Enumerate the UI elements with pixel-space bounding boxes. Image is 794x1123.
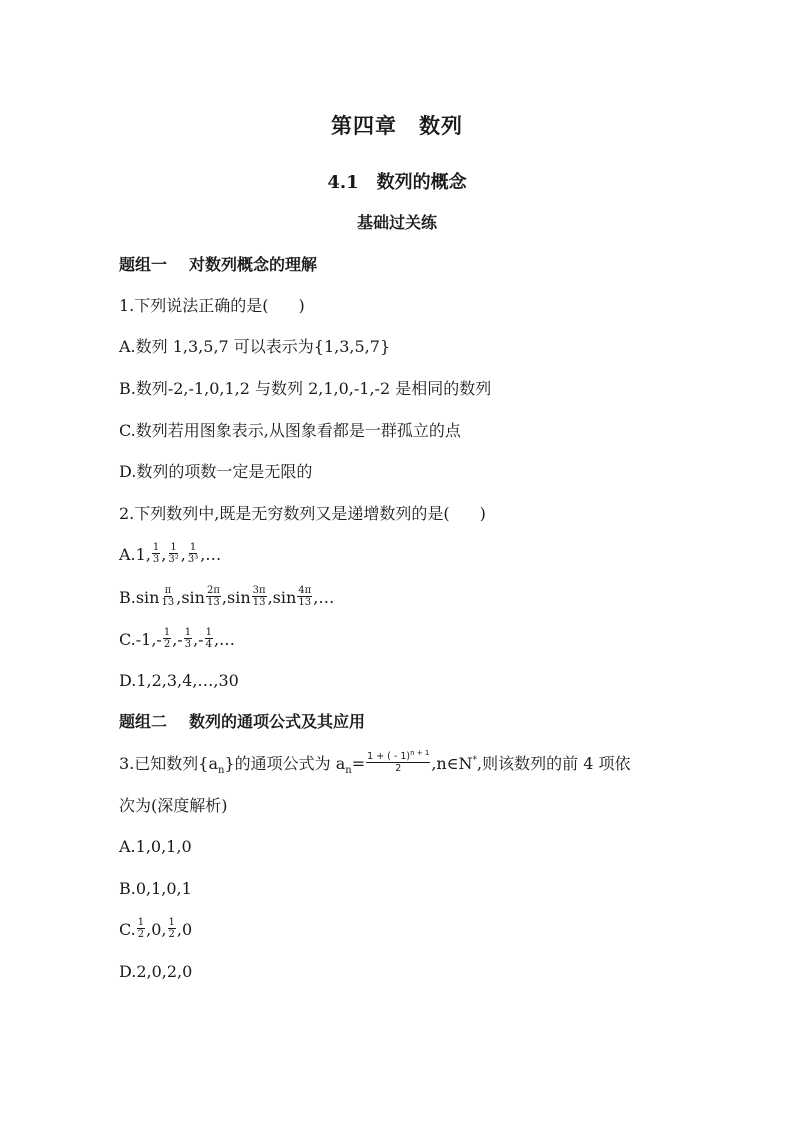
- q3-option-a: A.1,0,1,0: [119, 837, 192, 856]
- fraction: $\frac{1}{2}$: [163, 627, 171, 650]
- fraction: $\frac{1}{4}$: [205, 627, 212, 650]
- general-term-fraction: $\frac{1 + ( - 1)^{n + 1}}{2}$: [367, 748, 430, 774]
- q2-stem: 2.下列数列中,既是无穷数列又是递增数列的是( ): [119, 504, 486, 523]
- q2-option-c: C.-1,- $\frac{1}{2}$ ,- $\frac{1}{3}$ ,- $\frac{1}{4}$ ,…: [119, 627, 236, 650]
- q1-stem: 1.下列说法正确的是( ): [119, 296, 305, 315]
- fraction: $\frac{1}{\text{3³}}$: [187, 542, 199, 565]
- group1-label: 题组一: [119, 255, 168, 274]
- exercise-subtitle: 基础过关练: [356, 213, 437, 232]
- fraction: $\frac{4\pi}{13}$: [298, 585, 312, 608]
- fraction: $\frac{1}{2}$: [137, 917, 145, 940]
- group1-title: 对数列概念的理解: [189, 255, 318, 274]
- q1-option-c: C.数列若用图象表示,从图象看都是一群孤立的点: [119, 421, 461, 440]
- fraction: $\frac{3\pi}{13}$: [252, 585, 266, 608]
- q3-stem-line2: 次为(深度解析): [119, 796, 228, 815]
- chapter-title: 第四章 数列: [331, 113, 463, 138]
- group2-label: 题组二: [119, 712, 168, 731]
- q2-option-a: A.1, $\frac{1}{3}$ , $\frac{1}{\text{3²}}$ , $\frac{1}{\text{3³}}$ ,…: [119, 542, 222, 565]
- fraction: $\frac{2\pi}{13}$: [206, 585, 220, 608]
- q3-option-d: D.2,0,2,0: [119, 962, 193, 981]
- fraction: $\frac{1}{3}$: [152, 542, 160, 565]
- q2-option-d: D.1,2,3,4,…,30: [119, 671, 239, 690]
- fraction: $\frac{1}{3}$: [184, 627, 192, 650]
- section-title: 4.1 数列的概念: [327, 172, 467, 193]
- q1-option-b: B.数列-2,-1,0,1,2 与数列 2,1,0,-1,-2 是相同的数列: [119, 379, 492, 398]
- q3-stem: 3.已知数列$\{a_n\}$的通项公式为 $a_n=$ $\frac{1 + ( - 1)^{n + 1}}{2}$ ,n∈N*,则该数列的前 4 项依: [119, 748, 631, 777]
- fraction: $\frac{1}{2}$: [168, 917, 175, 940]
- group2-title: 数列的通项公式及其应用: [189, 712, 366, 731]
- group2-heading: [119, 711, 365, 733]
- q1-option-a: A.数列 1,3,5,7 可以表示为{1,3,5,7}: [119, 337, 391, 356]
- fraction: $\frac{\pi}{13}$: [161, 585, 175, 608]
- q1-option-d: D.数列的项数一定是无限的: [119, 462, 313, 481]
- q3-option-c: C. $\frac{1}{2}$ ,0, $\frac{1}{2}$ ,0: [119, 917, 193, 940]
- fraction: $\frac{1}{\text{3²}}$: [168, 542, 179, 565]
- group1-heading: [119, 254, 317, 276]
- q2-option-b: B.sin $\frac{\pi}{13}$ ,sin $\frac{2\pi}{13}$ ,sin $\frac{3\pi}{13}$ ,sin $\frac{4\pi}{13}$ ,…: [119, 585, 335, 608]
- q3-option-b: B.0,1,0,1: [119, 879, 192, 898]
